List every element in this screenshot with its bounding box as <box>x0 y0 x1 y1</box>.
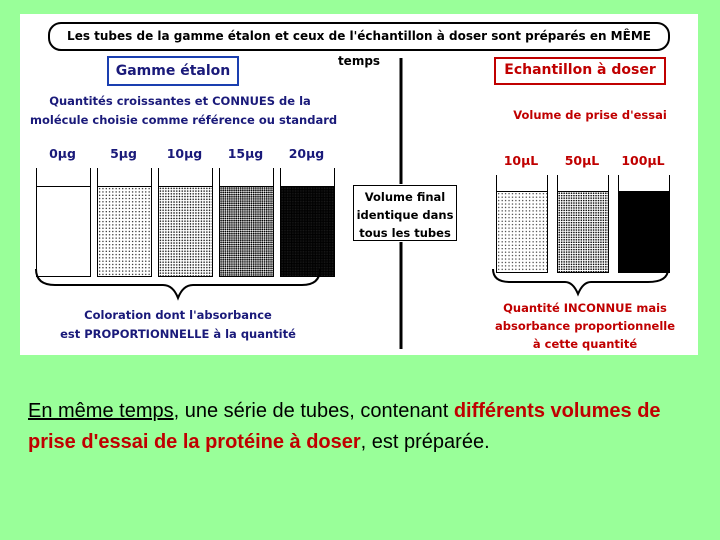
standard-tube-label-4: 20µg <box>288 146 325 161</box>
caption-text <box>28 396 708 458</box>
diagram-figure <box>20 14 698 355</box>
left-bottom-line2: est PROPORTIONNELLE à la quantité <box>60 327 296 341</box>
echantillon-title: Echantillon à doser <box>494 57 666 85</box>
sample-tube-2 <box>618 175 670 273</box>
sample-tube-liquid-2 <box>619 191 669 272</box>
sample-tube-liquid-1 <box>558 191 608 272</box>
left-description-line2: molécule choisie comme référence ou standard <box>30 113 338 127</box>
middle-line1: Volume final <box>364 190 446 204</box>
sample-tube-label-2: 100µL <box>621 153 665 168</box>
caption-part1: En même temps <box>28 400 174 422</box>
volume-final-box <box>353 185 457 241</box>
gamme-etalon-title: Gamme étalon <box>107 56 239 86</box>
standard-tube-label-0: 0µg <box>49 146 76 161</box>
standard-tube-label-2: 10µg <box>166 146 203 161</box>
sample-tube-label-1: 50µL <box>564 153 600 168</box>
top-banner: Les tubes de la gamme étalon et ceux de l'échantillon à doser sont préparés en MÊME temps <box>48 22 670 51</box>
caption-part2: , une série de tubes, contenant <box>173 400 454 422</box>
standard-tube-label-1: 5µg <box>110 146 137 161</box>
left-bottom-line1: Coloration dont l'absorbance <box>84 308 272 322</box>
right-description: Volume de prise d'essai <box>513 108 667 122</box>
sample-tube-1 <box>557 175 609 273</box>
sample-tube-0 <box>496 175 548 273</box>
middle-line3: tous les tubes <box>359 226 451 240</box>
standard-tube-label-3: 15µg <box>227 146 264 161</box>
sample-tube-label-0: 10µL <box>503 153 539 168</box>
left-brace <box>36 269 320 298</box>
caption-part4: , est préparée. <box>360 431 490 453</box>
right-bottom-line2: absorbance proportionnelle <box>494 319 675 333</box>
left-description-line1: Quantités croissantes et CONNUES de la <box>49 94 311 108</box>
middle-line2: identique dans <box>356 208 454 222</box>
right-bottom-line1: Quantité INCONNUE mais <box>503 301 667 315</box>
sample-tube-liquid-0 <box>497 191 547 272</box>
caption-part3: différents volumes de prise d'essai de la protéine à doser <box>28 400 661 453</box>
right-bottom-line3: à cette quantité <box>532 337 638 351</box>
